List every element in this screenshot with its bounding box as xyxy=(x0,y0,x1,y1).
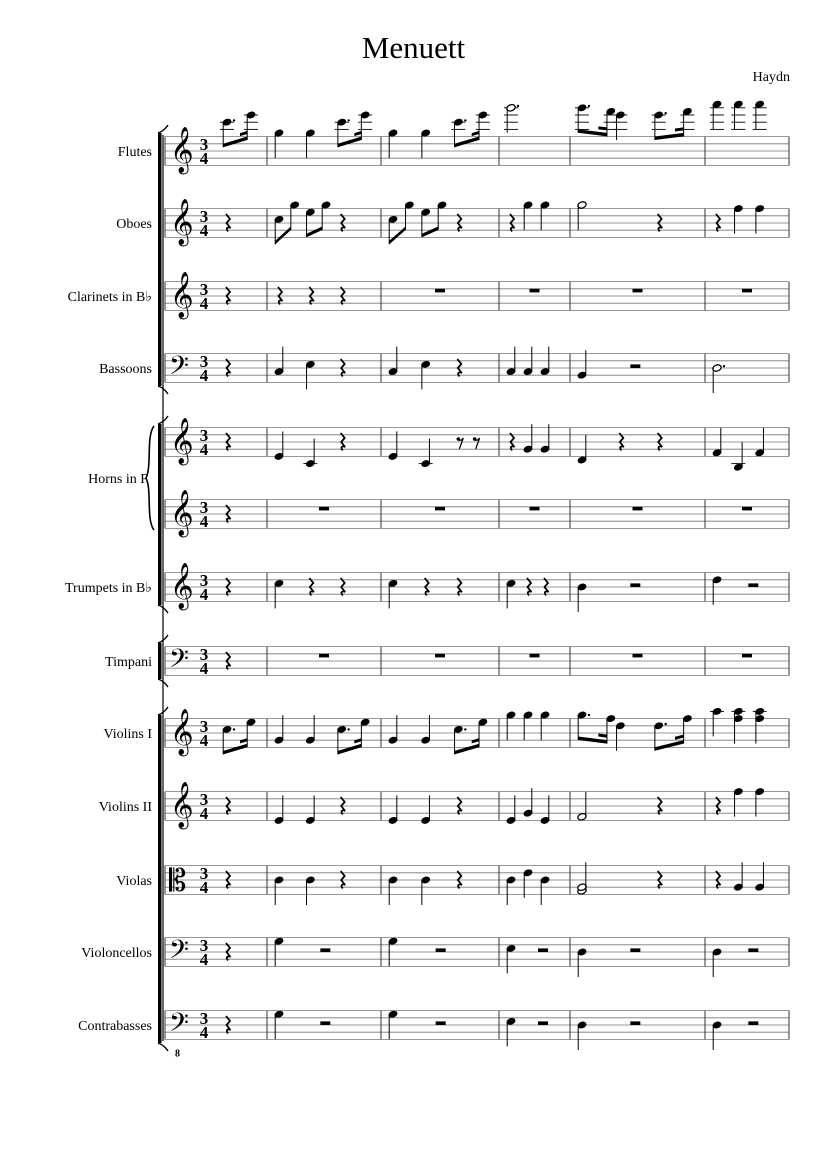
instrument-label: Clarinets in B♭ xyxy=(67,290,152,305)
treble-clef-icon: 𝄞 xyxy=(170,272,194,318)
beam xyxy=(422,227,438,238)
time-signature-numerator: 3 xyxy=(199,135,209,154)
treble-clef-icon: 𝄞 xyxy=(170,199,194,245)
time-signature-numerator: 3 xyxy=(199,426,209,445)
staff-violins-i xyxy=(103,707,789,757)
staff-timpani xyxy=(105,644,789,680)
eighth-rest-stem xyxy=(458,438,463,449)
staff-trumpets-in-b- xyxy=(65,563,789,612)
instrument-label: Violins II xyxy=(98,800,152,815)
time-signature-denominator: 4 xyxy=(199,366,209,385)
whole-rest xyxy=(633,289,643,293)
time-signature-numerator: 3 xyxy=(199,498,209,517)
dot xyxy=(517,105,519,107)
beam xyxy=(389,227,405,245)
sixteenth-beam xyxy=(240,738,247,743)
whole-rest xyxy=(742,507,752,511)
staff-clarinets-in-b- xyxy=(68,272,789,320)
half-rest xyxy=(436,948,446,952)
instrument-label: Bassoons xyxy=(99,362,152,377)
half-rest xyxy=(630,583,640,587)
sixteenth-beam xyxy=(472,131,479,136)
treble-clef-icon: 𝄞 xyxy=(170,418,194,464)
time-signature-numerator: 3 xyxy=(199,571,209,590)
whole-rest xyxy=(742,289,752,293)
time-signature-denominator: 4 xyxy=(199,950,209,969)
instrument-label: Horns in F xyxy=(88,472,148,487)
strings-bracket-bottom-curl xyxy=(158,1043,168,1051)
time-signature-denominator: 4 xyxy=(199,440,209,459)
instrument-label: Contrabasses xyxy=(78,1019,152,1034)
beam xyxy=(578,129,607,136)
sixteenth-beam xyxy=(598,734,607,738)
octave-marking: 8 xyxy=(175,1048,180,1060)
instrument-label: Flutes xyxy=(117,145,152,160)
half-rest xyxy=(748,1021,758,1025)
score-title: Menuett xyxy=(361,30,466,65)
composer-name: Haydn xyxy=(752,70,790,85)
beam xyxy=(338,137,362,148)
whole-rest xyxy=(435,507,445,511)
whole-rest xyxy=(530,654,540,658)
staff-violas xyxy=(116,862,789,905)
half-rest xyxy=(748,583,758,587)
half-rest xyxy=(320,1021,330,1025)
whole-rest xyxy=(633,507,643,511)
time-signature-numerator: 3 xyxy=(199,790,209,809)
bass-clef-icon: 𝄢 xyxy=(169,935,189,971)
instrument-label: Oboes xyxy=(116,217,152,232)
woodwinds-bracket xyxy=(158,133,162,386)
whole-rest xyxy=(435,289,445,293)
whole-rest xyxy=(742,654,752,658)
half-rest xyxy=(436,1021,446,1025)
time-signature-denominator: 4 xyxy=(199,512,209,531)
half-rest xyxy=(538,1021,548,1025)
instrument-label: Trumpets in B♭ xyxy=(65,581,152,596)
staff-horns-2 xyxy=(165,490,789,538)
time-signature-denominator: 4 xyxy=(199,585,209,604)
sixteenth-beam xyxy=(598,126,607,130)
bass-clef-icon: 𝄢 xyxy=(169,1008,189,1044)
whole-rest xyxy=(530,289,540,293)
instrument-label: Timpani xyxy=(105,655,152,670)
treble-clef-icon: 𝄞 xyxy=(170,782,194,828)
half-rest xyxy=(630,948,640,952)
half-rest xyxy=(320,948,330,952)
staff-oboes xyxy=(116,199,789,247)
dot xyxy=(664,723,666,725)
sixteenth-beam xyxy=(354,131,361,136)
sixteenth-beam xyxy=(240,131,247,136)
whole-rest xyxy=(319,654,329,658)
dot xyxy=(588,714,590,716)
time-signature-numerator: 3 xyxy=(199,352,209,371)
time-signature-numerator: 3 xyxy=(199,717,209,736)
time-signature-denominator: 4 xyxy=(199,731,209,750)
treble-clef-icon: 𝄞 xyxy=(170,127,194,173)
brass-bracket xyxy=(158,424,162,605)
treble-clef-icon: 𝄞 xyxy=(170,709,194,755)
whole-rest xyxy=(633,654,643,658)
bass-clef-icon: 𝄢 xyxy=(169,351,189,387)
eighth-rest-stem xyxy=(475,438,480,449)
whole-rest xyxy=(530,507,540,511)
beam xyxy=(223,137,247,148)
time-signature-numerator: 3 xyxy=(199,936,209,955)
dot xyxy=(233,119,235,121)
time-signature-numerator: 3 xyxy=(199,1009,209,1028)
time-signature-denominator: 4 xyxy=(199,1023,209,1042)
beam xyxy=(655,740,684,751)
dot xyxy=(464,119,466,121)
dot xyxy=(347,728,349,730)
treble-clef-icon: 𝄞 xyxy=(170,563,194,609)
staff-contrabasses xyxy=(78,1008,789,1059)
treble-clef-icon: 𝄞 xyxy=(170,490,194,536)
time-signature-denominator: 4 xyxy=(199,878,209,897)
whole-rest xyxy=(435,654,445,658)
time-signature-numerator: 3 xyxy=(199,645,209,664)
time-signature-denominator: 4 xyxy=(199,221,209,240)
time-signature-denominator: 4 xyxy=(199,804,209,823)
time-signature-numerator: 3 xyxy=(199,207,209,226)
dot xyxy=(233,728,235,730)
bass-clef-icon: 𝄢 xyxy=(169,644,189,680)
staff-horns-in-f xyxy=(88,418,789,487)
beam xyxy=(455,137,480,148)
beam xyxy=(275,227,291,245)
dot xyxy=(347,119,349,121)
half-rest xyxy=(538,948,548,952)
half-rest xyxy=(748,948,758,952)
staff-violins-ii xyxy=(99,782,789,830)
time-signature-denominator: 4 xyxy=(199,149,209,168)
dot xyxy=(664,112,666,114)
beam xyxy=(338,744,362,755)
dot xyxy=(464,728,466,730)
whole-rest xyxy=(319,507,329,511)
sixteenth-beam xyxy=(675,735,684,740)
time-signature-denominator: 4 xyxy=(199,294,209,313)
beam xyxy=(455,744,480,755)
half-rest xyxy=(630,364,640,368)
staff-bassoons xyxy=(99,347,789,393)
staff-flutes xyxy=(118,100,789,175)
beam xyxy=(223,744,247,755)
instrument-label: Violoncellos xyxy=(81,946,152,961)
dot xyxy=(588,105,590,107)
time-signature-denominator: 4 xyxy=(199,659,209,678)
instrument-label: Violas xyxy=(116,874,152,889)
sixteenth-beam xyxy=(354,738,361,743)
alto-clef-icon: 𝄡 xyxy=(169,863,187,899)
sixteenth-beam xyxy=(472,738,479,743)
timpani-bracket xyxy=(158,643,162,679)
time-signature-numerator: 3 xyxy=(199,280,209,299)
staff-violoncellos xyxy=(81,935,789,977)
beam xyxy=(578,737,607,744)
time-signature-numerator: 3 xyxy=(199,864,209,883)
half-rest xyxy=(630,1021,640,1025)
dot xyxy=(723,365,725,367)
beam xyxy=(655,133,684,140)
strings-bracket xyxy=(158,715,162,1043)
beam xyxy=(307,227,323,238)
sixteenth-beam xyxy=(675,127,684,131)
instrument-label: Violins I xyxy=(103,727,152,742)
woodwinds-bracket-top-curl xyxy=(158,125,168,133)
